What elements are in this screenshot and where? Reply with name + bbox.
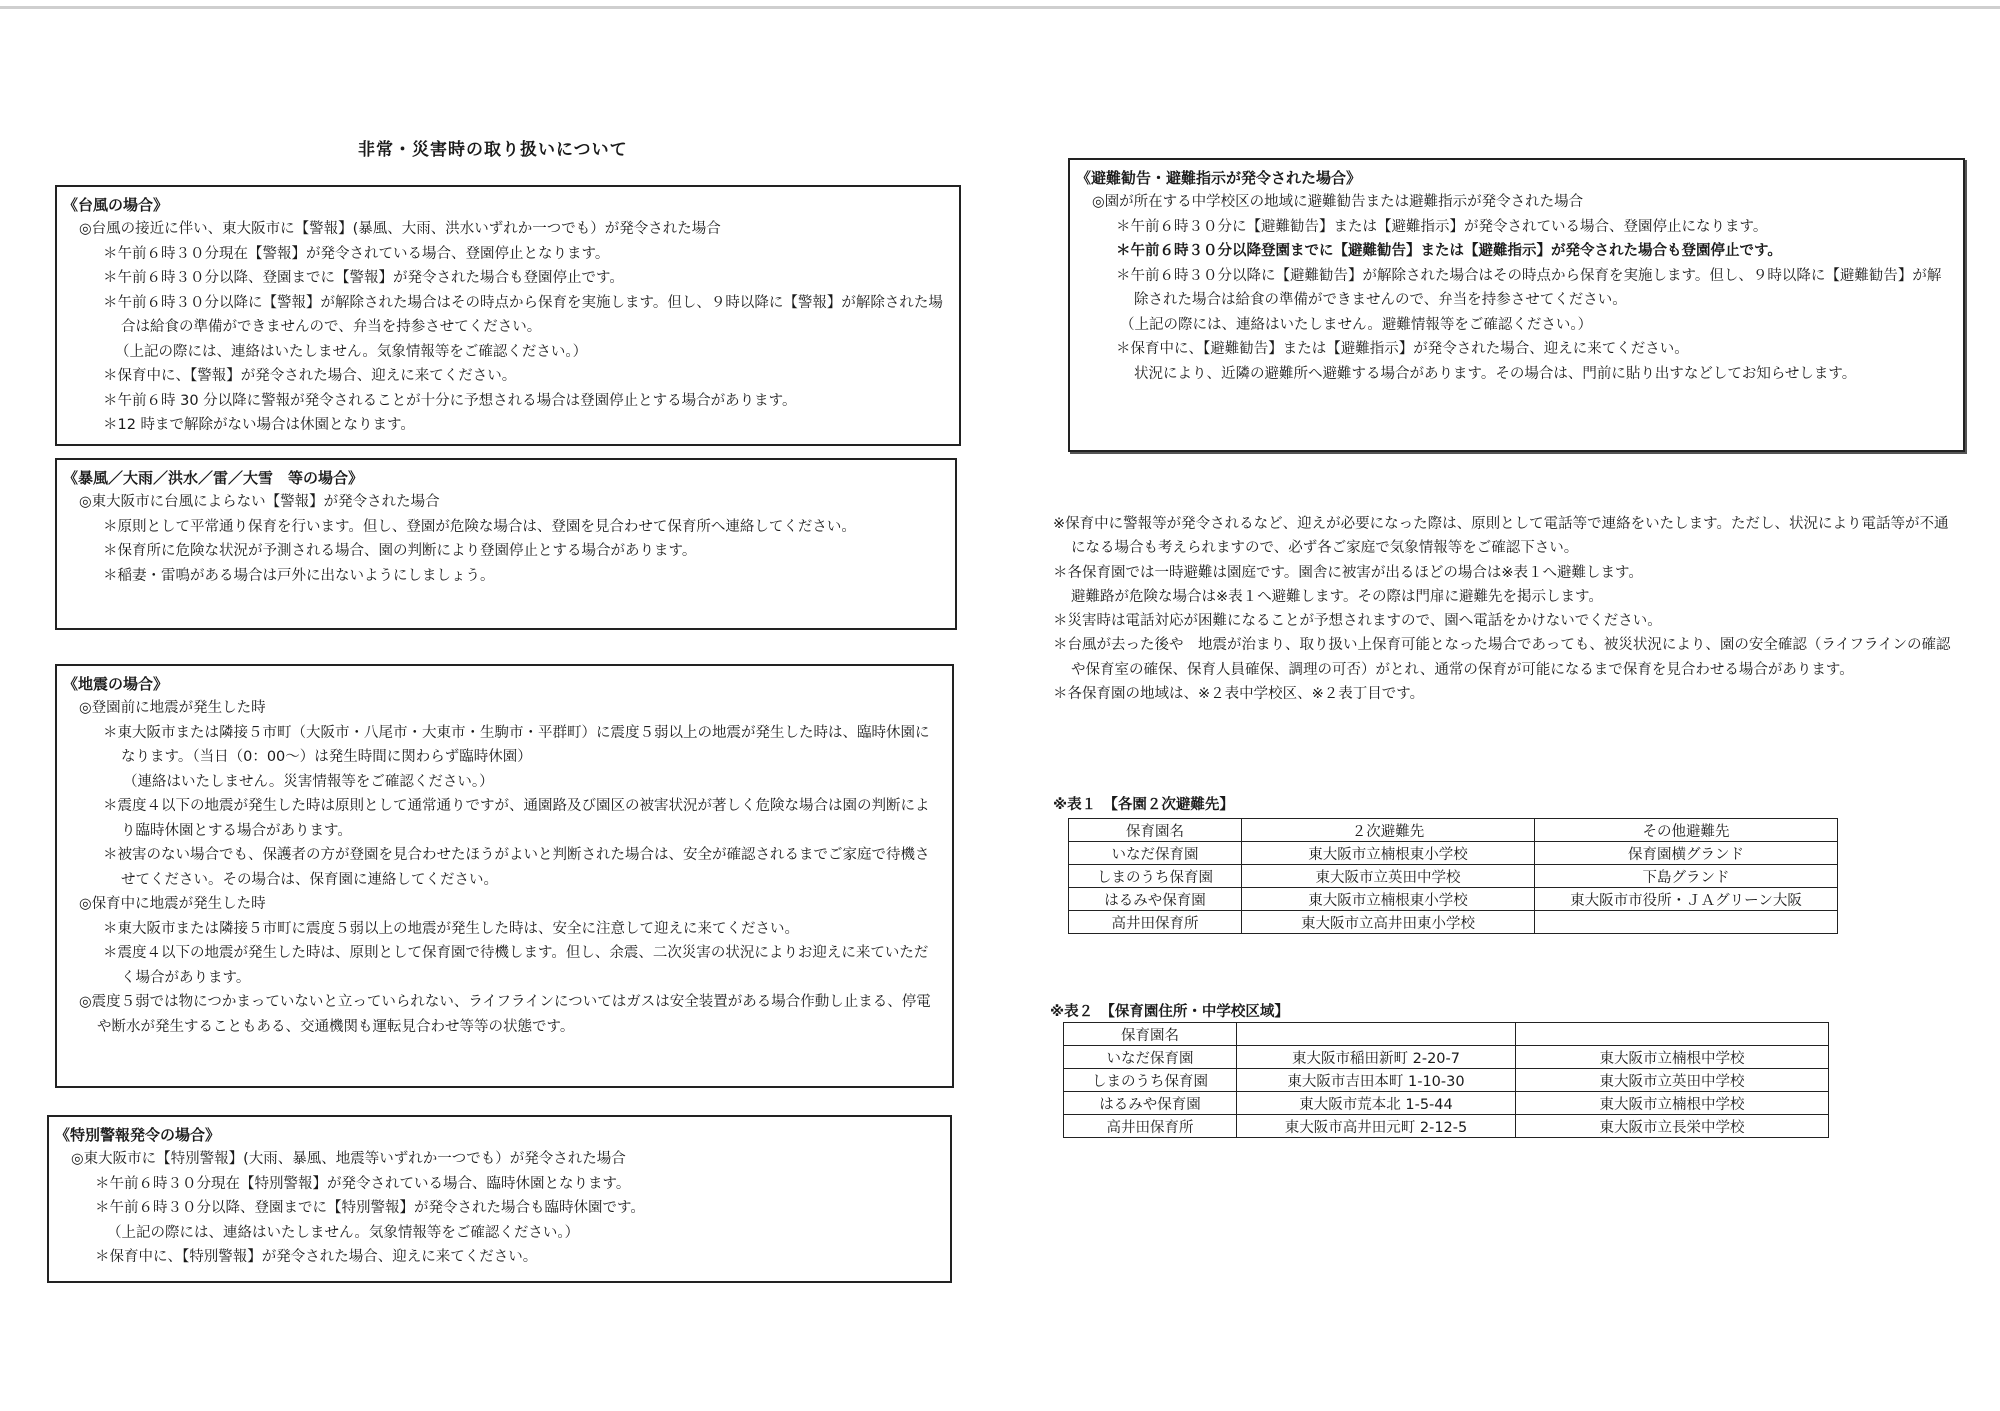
special-warning-line: ＊保育中に、【特別警報】が発令された場合、迎えに来てください。 <box>95 1249 538 1265</box>
table-cell: 保育園横グランド <box>1535 842 1838 865</box>
table2-caption: ※表２ 【保育園住所・中学校区域】 <box>1050 1004 1289 1020</box>
table-cell: 東大阪市立英田中学校 <box>1242 865 1535 888</box>
table-cell: いなだ保育園 <box>1064 1046 1237 1069</box>
table-cell: 東大阪市立楠根中学校 <box>1516 1046 1829 1069</box>
table-row <box>1064 1092 1829 1115</box>
earthquake-line: （連絡はいたしません。災害情報等をご確認ください。） <box>123 773 494 790</box>
evacuation-line: ＊保育中に、【避難勧告】または【避難指示】が発令された場合、迎えに来てください。 <box>1116 341 1689 357</box>
table-cell: 東大阪市立英田中学校 <box>1516 1069 1829 1092</box>
evacuation-heading: 《避難勧告・避難指示が発令された場合》 <box>1076 169 1362 187</box>
table-cell: 東大阪市立楠根東小学校 <box>1242 842 1535 865</box>
earthquake-line: ◎登園前に地震が発生した時 <box>79 700 266 716</box>
typhoon-line: ＊午前６時 30 分以降に警報が発令されることが十分に予想される場合は登園停止とする場合があります。 <box>103 392 797 409</box>
storm-heading: 《暴風／大雨／洪水／雷／大雪 等の場合》 <box>63 469 364 487</box>
table-cell: いなだ保育園 <box>1069 842 1242 865</box>
note-line: ＊各保育園では一時避難は園庭です。園舎に被害が出るほどの場合は※表１へ避難します。 <box>1053 564 1643 581</box>
table-row <box>1064 1115 1829 1138</box>
evacuation-sites-table <box>1068 818 1838 934</box>
table-cell: しまのうち保育園 <box>1064 1069 1237 1092</box>
typhoon-line: ＊保育中に、【警報】が発令された場合、迎えに来てください。 <box>103 368 517 384</box>
evacuation-line: 状況により、近隣の避難所へ避難する場合があります。その場合は、門前に貼り出すなどしてお知らせします。 <box>1134 365 1857 382</box>
table-header-cell: その他避難先 <box>1535 819 1838 842</box>
special-warning-section <box>47 1115 952 1283</box>
table-cell: 東大阪市荒本北 1-5-44 <box>1237 1092 1516 1115</box>
table-cell <box>1535 911 1838 934</box>
scan-top-edge <box>0 6 2000 9</box>
storm-line: ＊原則として平常通り保育を行います。但し、登園が危険な場合は、登園を見合わせて保育所へ連絡してください。 <box>103 518 856 535</box>
earthquake-line: ＊東大阪市または隣接５市町（大阪市・八尾市・大東市・生駒市・平群町）に震度５弱以上の地震が発生した時は、臨時休園になります。（当日（0：00〜）は発生時間に関わらず臨時休園） <box>103 724 930 765</box>
special-warning-line: ◎東大阪市に【特別警報】(大雨、暴風、地震等いずれか一つでも）が発令された場合 <box>71 1151 626 1167</box>
typhoon-section <box>55 185 961 446</box>
table-row <box>1069 888 1838 911</box>
earthquake-line: ◎震度５弱では物につかまっていないと立っていられない、ライフラインについてはガスは安全装置がある場合作動し止まる、停電や断水が発生することもある、交通機関も運転見合わせ等等の状態です。 <box>79 994 931 1035</box>
table-cell: 東大阪市立長栄中学校 <box>1516 1115 1829 1138</box>
table-cell: 東大阪市市役所・ＪＡグリーン大阪 <box>1535 888 1838 911</box>
table-cell: 高井田保育所 <box>1064 1115 1237 1138</box>
storm-line: ＊稲妻・雷鳴がある場合は戸外に出ないようにしましょう。 <box>103 567 495 584</box>
table-row <box>1069 842 1838 865</box>
table-cell: 東大阪市稲田新町 2-20-7 <box>1237 1046 1516 1069</box>
typhoon-line: ＊午前６時３０分以降に【警報】が解除された場合はその時点から保育を実施します。但し、９時以降に【警報】が解除された場合は給食の準備ができませんので、弁当を持参させてください。 <box>103 294 943 335</box>
earthquake-line: ＊被害のない場合でも、保護者の方が登園を見合わせたほうがよいと判断された場合は、安全が確認されるまでご家庭で待機させてください。その場合は、保育園に連絡してください。 <box>103 847 930 888</box>
page-title: 非常・災害時の取り扱いについて <box>358 140 628 160</box>
typhoon-line: ◎台風の接近に伴い、東大阪市に【警報】(暴風、大雨、洪水いずれか一つでも）が発令された場合 <box>79 221 721 237</box>
table-cell: 東大阪市立楠根東小学校 <box>1242 888 1535 911</box>
note-line: ＊各保育園の地域は、※２表中学校区、※２表丁目です。 <box>1053 686 1425 703</box>
typhoon-line: ＊12 時まで解除がない場合は休園となります。 <box>103 417 415 433</box>
table-header-cell: 保育園名 <box>1064 1023 1237 1046</box>
evacuation-line: ＊午前６時３０分以降に【避難勧告】が解除された場合はその時点から保育を実施します。但し、９時以降に【避難勧告】が解除された場合は給食の準備ができませんので、弁当を持参させてください。 <box>1116 267 1942 308</box>
table-row <box>1064 1046 1829 1069</box>
evacuation-section <box>1068 158 1965 452</box>
table-header-cell: ２次避難先 <box>1242 819 1535 842</box>
table-cell: 東大阪市立楠根中学校 <box>1516 1092 1829 1115</box>
table-cell: 東大阪市吉田本町 1-10-30 <box>1237 1069 1516 1092</box>
table-row <box>1069 911 1838 934</box>
nursery-address-table <box>1063 1022 1829 1138</box>
earthquake-section <box>55 664 954 1088</box>
special-warning-line: ＊午前６時３０分以降、登園までに【特別警報】が発令された場合も臨時休園です。 <box>95 1200 645 1216</box>
notes-section <box>1053 512 1953 706</box>
earthquake-line: ＊東大阪市または隣接５市町に震度５弱以上の地震が発生した時は、安全に注意して迎えに来てください。 <box>103 920 799 937</box>
evacuation-line: ◎園が所在する中学校区の地域に避難勧告または避難指示が発令された場合 <box>1092 194 1584 210</box>
note-line: ※保育中に警報等が発令されるなど、迎えが必要になった際は、原則として電話等で連絡をいたします。ただし、状況により電話等が不通になる場合も考えられますので、必ず各ご家庭で気象情報等をご確認下さい。 <box>1053 516 1949 557</box>
table-row <box>1069 865 1838 888</box>
table-header-cell: 保育園名 <box>1069 819 1242 842</box>
typhoon-line: ＊午前６時３０分以降、登園までに【警報】が発令された場合も登園停止です。 <box>103 270 624 286</box>
storm-line: ＊保育所に危険な状況が予測される場合、園の判断により登園停止とする場合があります。 <box>103 543 697 559</box>
note-line: ＊災害時は電話対応が困難になることが予想されますので、園へ電話をかけないでください。 <box>1053 613 1662 630</box>
evacuation-line: （上記の際には、連絡はいたしません。避難情報等をご確認ください。） <box>1120 316 1593 333</box>
table-cell: しまのうち保育園 <box>1069 865 1242 888</box>
table-cell: 下島グランド <box>1535 865 1838 888</box>
note-line: ＊台風が去った後や 地震が治まり、取り扱い上保育可能となった場合であっても、被災状況により、園の安全確認（ライフラインの確認や保育室の確保、保育人員確保、調理の可否）がとれ、通常の保育が可能になるまで保育を見合わせる場合があります。 <box>1053 637 1951 678</box>
typhoon-line: ＊午前６時３０分現在【警報】が発令されている場合、登園停止となります。 <box>103 245 610 262</box>
evacuation-line: ＊午前６時３０分に【避難勧告】または【避難指示】が発令されている場合、登園停止になります。 <box>1116 218 1768 235</box>
table-header-cell <box>1516 1023 1829 1046</box>
special-warning-heading: 《特別警報発令の場合》 <box>55 1126 221 1144</box>
typhoon-heading: 《台風の場合》 <box>63 196 169 214</box>
earthquake-heading: 《地震の場合》 <box>63 675 169 693</box>
typhoon-line: （上記の際には、連絡はいたしません。気象情報等をご確認ください。） <box>115 343 588 360</box>
evacuation-line: ＊午前６時３０分以降登園までに【避難勧告】または【避難指示】が発令された場合も登園停止です。 <box>1116 243 1782 259</box>
table-header-row <box>1064 1023 1829 1046</box>
earthquake-line: ＊震度４以下の地震が発生した時は原則として通常通りですが、通園路及び園区の被害状況が著しく危険な場合は園の判断により臨時休園とする場合があります。 <box>103 798 930 839</box>
earthquake-line: ◎保育中に地震が発生した時 <box>79 896 266 912</box>
special-warning-line: ＊午前６時３０分現在【特別警報】が発令されている場合、臨時休園となります。 <box>95 1175 631 1192</box>
table-header-row <box>1069 819 1838 842</box>
storm-line: ◎東大阪市に台風によらない【警報】が発令された場合 <box>79 494 440 510</box>
table-cell: はるみや保育園 <box>1069 888 1242 911</box>
earthquake-line: ＊震度４以下の地震が発生した時は、原則として保育園で待機します。但し、余震、二次災害の状況によりお迎えに来ていただく場合があります。 <box>103 945 929 986</box>
special-warning-line: （上記の際には、連絡はいたしません。気象情報等をご確認ください。） <box>107 1224 580 1241</box>
storm-section <box>55 458 957 630</box>
table-cell: 東大阪市立高井田東小学校 <box>1242 911 1535 934</box>
table-cell: 東大阪市高井田元町 2-12-5 <box>1237 1115 1516 1138</box>
note-line: 避難路が危険な場合は※表１へ避難します。その際は門扉に避難先を掲示します。 <box>1071 588 1603 605</box>
table1-caption: ※表１ 【各園２次避難先】 <box>1053 797 1234 813</box>
table-cell: はるみや保育園 <box>1064 1092 1237 1115</box>
table-row <box>1064 1069 1829 1092</box>
table-cell: 高井田保育所 <box>1069 911 1242 934</box>
table-header-cell <box>1237 1023 1516 1046</box>
